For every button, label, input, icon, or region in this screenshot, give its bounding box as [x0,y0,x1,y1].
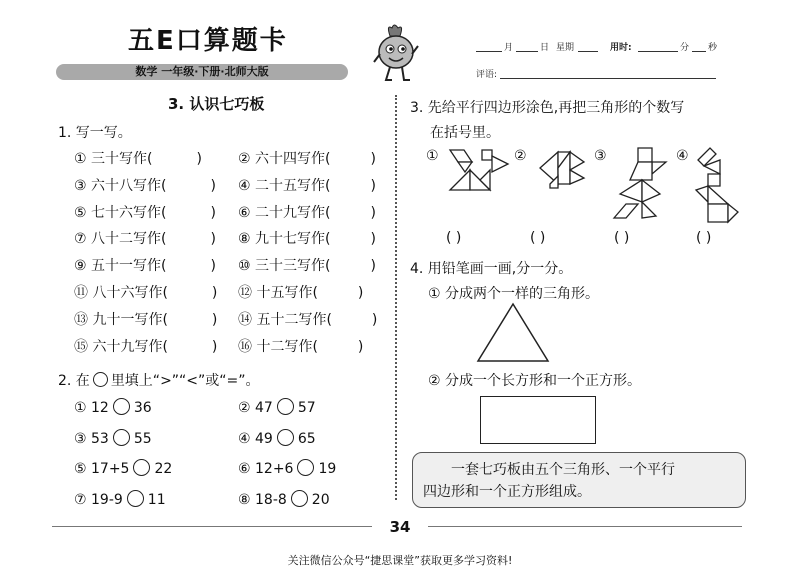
q3-label-3: ③ [594,148,607,164]
note-line-2: 四边形和一个正方形组成。 [423,484,591,500]
q2-item [238,398,316,416]
seconds-blank[interactable] [692,50,706,52]
q1-item-close: ) [196,151,202,167]
q1-item [238,228,376,248]
footnote: 关注微信公众号“捷思课堂”获取更多学习资料! [287,554,513,567]
q1-item-text: ⑯ 十二写作( [238,338,318,355]
day-label: 日 [540,43,550,53]
q1-item [238,202,376,222]
q1-item [238,336,363,356]
q1-item [74,202,216,222]
q3-answer-2[interactable]: ( ) [530,230,546,246]
q2-item [74,490,166,508]
q2-heading: 2. 在 里填上“>”“<”或“=”。 [58,373,260,389]
q1-item-text: ⑮ 六十九写作( [74,338,168,355]
q1-item [74,309,217,329]
q1-item-close: ) [370,258,376,275]
q1-item-text: ⑨ 五十一写作( [74,258,167,275]
tangram-figure-1 [446,148,512,192]
q1-item-text: ⑫ 十五写作( [238,285,318,301]
time-label: 用时: [610,43,632,53]
q3-line2: 在括号里。 [430,125,500,141]
q2-right-operand: 11 [147,491,166,508]
q1-item-close: ) [211,311,218,328]
weekday-label: 星期 [556,43,575,53]
q1-item [238,175,376,195]
q4-heading: 4. 用铅笔画一画,分一分。 [410,261,573,277]
q3-answer-4[interactable]: ( ) [696,230,712,246]
q1-item [238,282,363,302]
q1-heading: 1. 写一写。 [58,125,132,141]
q1-item-text: ⑥ 二十九写作( [238,204,331,221]
q1-item-close: ) [371,311,378,328]
q1-item-close: ) [370,151,376,167]
compare-circle-icon[interactable] [127,490,144,507]
q1-item-text: ⑧ 九十七写作( [238,231,331,248]
rectangle-shape[interactable] [480,396,596,444]
q3-answer-3[interactable]: ( ) [614,230,630,246]
compare-circle-icon[interactable] [277,398,294,415]
tangram-figure-2 [536,148,588,190]
q1-item [74,336,217,356]
triangle-shape[interactable] [476,302,550,364]
q1-item-text: ④ 二十五写作( [238,177,331,194]
tangram-figure-4 [694,146,740,224]
q2-left-operand: ⑦ 19-9 [74,491,123,508]
q1-item [238,148,376,168]
comment-label: 评语: [476,70,498,80]
q2-left-operand: ③ 53 [74,430,109,447]
q3-answer-1[interactable]: ( ) [446,230,462,246]
q1-item [74,228,216,248]
subtitle-bar: 数学 一年级·下册·北师大版 [56,64,348,80]
note-box [412,452,746,508]
q1-item [74,282,217,302]
q1-item-close: ) [210,177,216,194]
q1-item-close: ) [211,338,218,355]
q1-item [74,175,216,195]
q2-left-operand: ⑧ 18-8 [238,491,287,508]
comment-blank[interactable] [500,77,716,79]
q1-item-text: ⑬ 九十一写作( [74,311,168,328]
q2-left-operand: ① 12 [74,400,109,416]
q1-item-text: ⑩ 三十三写作( [238,258,331,275]
mascot-icon [372,22,420,84]
q2-item [74,459,172,477]
month-label: 月 [504,43,514,53]
q1-item-close: ) [210,258,216,275]
day-blank[interactable] [516,50,538,52]
compare-circle-icon[interactable] [113,398,130,415]
compare-circle-icon[interactable] [297,459,314,476]
seconds-label: 秒 [708,43,718,53]
q1-item-close: ) [211,285,218,301]
q2-right-operand: 65 [297,430,316,447]
q4-sub2: ② 分成一个长方形和一个正方形。 [428,373,642,389]
q3-label-1: ① [426,148,439,164]
q1-item-text: ⑪ 八十六写作( [74,285,168,301]
q1-item-text: ③ 六十八写作( [74,177,167,194]
q1-item [74,148,202,168]
q2-right-operand: 19 [318,461,337,477]
q1-item-close: ) [370,231,376,248]
q2-item [74,429,152,447]
q1-item-close: ) [357,285,364,301]
minutes-blank[interactable] [638,50,678,52]
q2-left-operand: ⑤ 17+5 [74,461,130,477]
note-line-1: 一套七巧板由五个三角形、一个平行 [451,462,675,478]
weekday-blank[interactable] [578,50,598,52]
q3-label-2: ② [514,148,527,164]
q2-right-operand: 20 [311,491,330,508]
q1-item-text: ② 六十四写作( [238,151,331,167]
q1-item-close: ) [370,177,376,194]
q2-item [238,429,316,447]
section-title: 3. 认识七巧板 [168,95,265,113]
q2-right-operand: 55 [133,430,152,447]
q2-item [238,490,330,508]
month-blank[interactable] [476,50,502,52]
q1-item-text: ① 三十写作( [74,151,153,167]
compare-circle-icon[interactable] [277,429,294,446]
tangram-figure-3 [612,146,672,222]
q2-left-operand: ② 47 [238,400,273,416]
q1-item-close: ) [210,204,216,221]
q1-item [238,309,377,329]
minutes-label: 分 [680,43,690,53]
q1-item [238,255,376,275]
q2-right-operand: 57 [297,400,316,416]
q1-item-close: ) [370,204,376,221]
compare-circle-icon[interactable] [113,429,130,446]
q4-sub1: ① 分成两个一样的三角形。 [428,286,600,302]
q3-label-4: ④ [676,148,689,164]
q2-left-operand: ⑥ 12+6 [238,461,294,477]
q1-item-close: ) [357,338,364,355]
q1-item-text: ⑦ 八十二写作( [74,231,167,248]
page-number: 34 [372,516,428,538]
q2-item [74,398,152,416]
blank-circle-icon [93,372,108,387]
q2-right-operand: 36 [133,400,152,416]
q2-right-operand: 22 [154,461,173,477]
q2-left-operand: ④ 49 [238,430,273,447]
q2-item [238,459,336,477]
brand-title: 五E口算题卡 [128,26,288,56]
compare-circle-icon[interactable] [291,490,308,507]
q1-item [74,255,216,275]
q3-line1: 3. 先给平行四边形涂色,再把三角形的个数写 [410,100,685,116]
column-divider [395,95,397,500]
compare-circle-icon[interactable] [133,459,150,476]
q1-item-text: ⑭ 五十二写作( [238,311,332,328]
q1-item-close: ) [210,231,216,248]
q1-item-text: ⑤ 七十六写作( [74,204,167,221]
